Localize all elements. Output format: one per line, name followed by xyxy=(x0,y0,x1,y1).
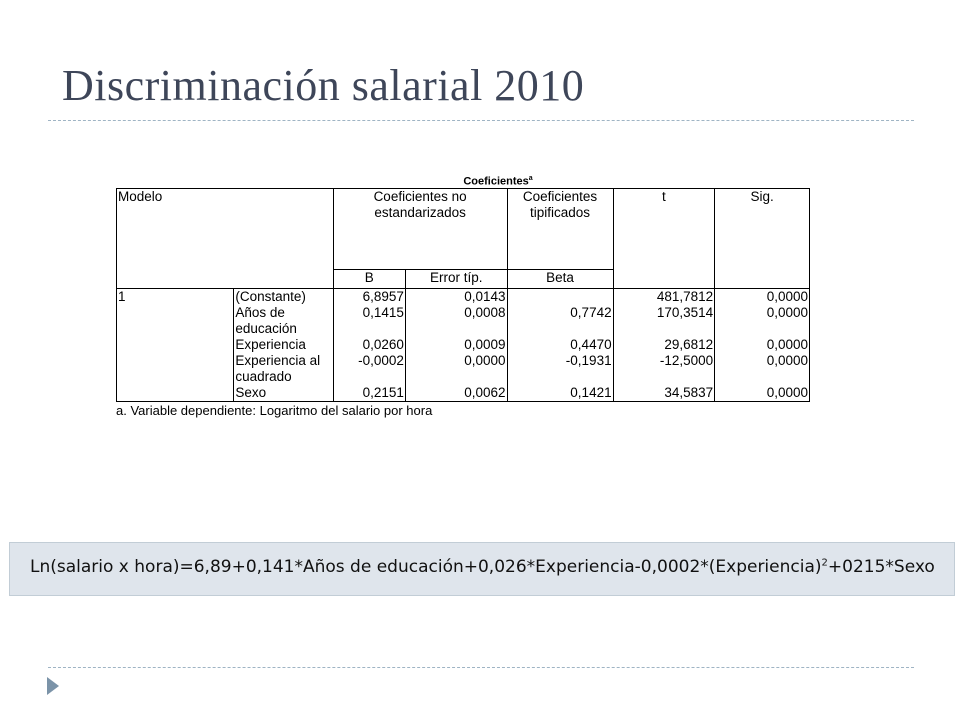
header-error: Error típ. xyxy=(405,270,507,289)
cell-error: 0,0009 xyxy=(405,337,507,353)
cell-b: 0,1415 xyxy=(333,305,405,337)
cell-t: 34,5837 xyxy=(613,385,715,402)
cell-beta xyxy=(507,289,613,306)
slide-title: Discriminación salarial 2010 xyxy=(62,61,585,110)
cell-sig: 0,0000 xyxy=(715,337,810,353)
bottom-divider xyxy=(48,667,914,668)
cell-sig: 0,0000 xyxy=(715,289,810,306)
cell-sig: 0,0000 xyxy=(715,385,810,402)
cell-b: 6,8957 xyxy=(333,289,405,306)
cell-error: 0,0008 xyxy=(405,305,507,337)
header-t: t xyxy=(613,189,715,289)
row-variable: (Constante) xyxy=(234,289,333,306)
cell-beta: 0,4470 xyxy=(507,337,613,353)
cell-b: 0,0260 xyxy=(333,337,405,353)
regression-formula xyxy=(30,557,935,577)
cell-sig: 0,0000 xyxy=(715,305,810,337)
header-beta: Beta xyxy=(507,270,613,289)
header-sig: Sig. xyxy=(715,189,810,289)
row-variable: Años de educación xyxy=(234,305,333,337)
header-standardized: Coeficientes tipificados xyxy=(507,189,613,270)
formula-tail: +0215*Sexo xyxy=(827,557,935,577)
cell-t: 481,7812 xyxy=(613,289,715,306)
model-number: 1 xyxy=(117,289,234,402)
row-variable: Experiencia al cuadrado xyxy=(234,353,333,385)
cell-t: 29,6812 xyxy=(613,337,715,353)
cell-error: 0,0062 xyxy=(405,385,507,402)
header-modelo: Modelo xyxy=(117,189,334,289)
cell-beta: 0,7742 xyxy=(507,305,613,337)
cell-b: -0,0002 xyxy=(333,353,405,385)
cell-b: 0,2151 xyxy=(333,385,405,402)
cell-error: 0,0143 xyxy=(405,289,507,306)
table-title xyxy=(116,170,810,188)
row-variable: Sexo xyxy=(234,385,333,402)
header-b: B xyxy=(333,270,405,289)
cell-beta: -0,1931 xyxy=(507,353,613,385)
cell-error: 0,0000 xyxy=(405,353,507,385)
cell-t: -12,5000 xyxy=(613,353,715,385)
bullet-arrow-icon xyxy=(47,677,59,695)
coefficients-table-block xyxy=(116,170,810,419)
table-row xyxy=(117,289,810,306)
cell-beta: 0,1421 xyxy=(507,385,613,402)
header-unstandardized: Coeficientes no estandarizados xyxy=(333,189,507,270)
coefficients-table xyxy=(116,188,810,402)
row-variable: Experiencia xyxy=(234,337,333,353)
cell-sig: 0,0000 xyxy=(715,353,810,385)
top-divider xyxy=(48,120,914,121)
formula-box xyxy=(9,542,955,596)
table-footnote: a. Variable dependiente: Logaritmo del salario por hora xyxy=(116,403,433,418)
formula-main: Ln(salario x hora)=6,89+0,141*Años de educación+0,026*Experiencia-0,0002*(Experiencia) xyxy=(30,557,822,577)
cell-t: 170,3514 xyxy=(613,305,715,337)
formula-exponent: 2 xyxy=(821,557,828,569)
table-title-text: Coeficientes xyxy=(463,175,529,188)
table-title-footnote-mark: a xyxy=(528,175,533,182)
